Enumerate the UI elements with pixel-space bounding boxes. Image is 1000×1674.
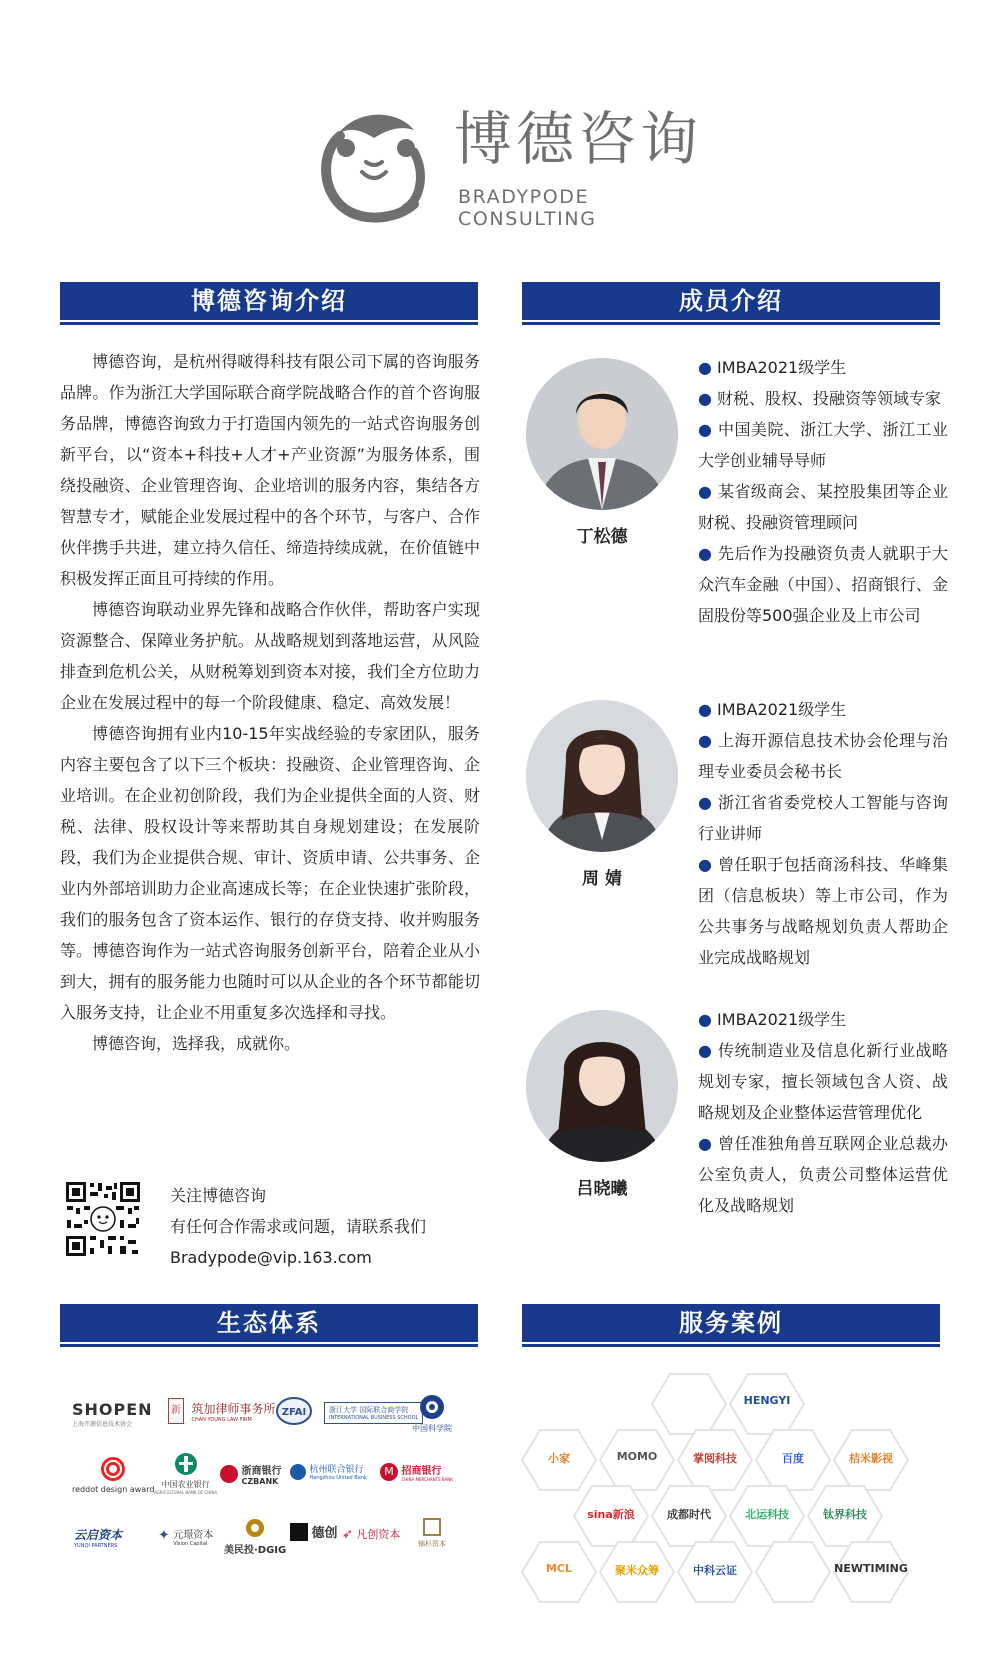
bullet-item: ● 某省级商会、某控股集团等企业财税、投融资管理顾问	[698, 482, 948, 532]
member-name: 丁松德	[576, 527, 628, 547]
bullet-item: ● 上海开源信息技术协会伦理与治理专业委员会秘书长	[698, 731, 948, 781]
dgig-icon	[243, 1518, 267, 1538]
case-logo-label: 聚米众筹	[615, 1564, 659, 1577]
case-logo-label: sina新浪	[587, 1508, 635, 1521]
emblem-icon	[419, 1394, 445, 1420]
intro-text	[60, 346, 480, 1059]
hexagon-icon	[650, 1372, 728, 1436]
partner-logo: M 招商银行 CHINA MERCHANTS BANK	[380, 1462, 453, 1482]
cases-section-title: 服务案例	[522, 1304, 940, 1342]
jinshan-icon	[423, 1518, 441, 1536]
qr-code[interactable]	[64, 1180, 142, 1258]
case-logo-label: NEWTIMING	[834, 1562, 908, 1575]
bullet-icon: ●	[698, 389, 718, 408]
case-logo	[728, 1372, 806, 1436]
member-bullets	[698, 694, 948, 973]
reddot-icon	[100, 1456, 126, 1482]
case-logo-label: 桔米影视	[849, 1452, 893, 1465]
member-photo	[526, 1010, 678, 1162]
case-logo-label: 掌阅科技	[693, 1452, 737, 1465]
bullet-item: ● 财税、股权、投融资等领域专家	[698, 389, 942, 408]
case-logo	[572, 1484, 650, 1548]
bullet-icon: ●	[698, 793, 718, 812]
partner-logo: 云启资本 YUNQI PARTNERS	[74, 1528, 123, 1549]
case-logo-label: HENGYI	[743, 1394, 791, 1407]
case-logo	[832, 1540, 910, 1604]
person-portrait-icon	[526, 700, 678, 852]
case-logo	[676, 1428, 754, 1492]
brand-name-en: BRADYPODE CONSULTING	[458, 186, 597, 230]
seal-icon: 新	[168, 1398, 184, 1424]
case-logo	[754, 1540, 832, 1604]
member-bullets	[698, 352, 948, 631]
bullet-icon: ●	[698, 700, 718, 719]
intro-section-title: 博德咨询介绍	[60, 282, 478, 320]
ecosystem-logos	[66, 1390, 486, 1650]
person-portrait-icon	[526, 1010, 678, 1162]
ecosystem-section-title: 生态体系	[60, 1304, 478, 1342]
bullet-item: ● 曾任准独角兽互联网企业总裁办公室负责人，负责公司整体运营优化及战略规划	[698, 1134, 948, 1215]
cases-logo-grid	[520, 1372, 960, 1662]
brand-name-cn: 博德咨询	[454, 105, 703, 173]
bullet-item: ● 传统制造业及信息化新行业战略规划专家，擅长领域包含人资、战略规划及企业整体运营管理优化	[698, 1041, 948, 1122]
partner-logo: 中国农业银行 AGRICULTURAL BANK OF CHINA	[154, 1452, 217, 1495]
contact-email[interactable]: Bradypode@vip.163.com	[170, 1248, 372, 1267]
case-logo-label: 成都时代	[667, 1508, 711, 1521]
intro-paragraph: 博德咨询，是杭州得啵得科技有限公司下属的咨询服务品牌。作为浙江大学国际联合商学院战略合作的首个咨询服务品牌，博德咨询致力于打造国内领先的一站式咨询服务创新平台，以“资本+科技+人才+产业资源”为服务体系，围绕投融资、企业管理咨询、企业培训的服务内容，集结各方智慧专才，赋能企业发展过程中的各个环节，与客户、合作伙伴携手共进，建立持久信任、缔造持续成就，在价值链中积极发挥正面且可持续的作用。	[60, 352, 480, 588]
svg-text:ZFAI: ZFAI	[281, 1407, 307, 1418]
case-logo-label: 钛界科技	[823, 1508, 867, 1521]
bullet-icon: ●	[698, 420, 718, 439]
case-logo	[598, 1540, 676, 1604]
partner-logo: 浙商银行 CZBANK	[220, 1462, 282, 1486]
bullet-icon: ●	[698, 1010, 718, 1029]
case-logo	[650, 1372, 728, 1436]
case-logo	[832, 1428, 910, 1492]
members-section-title: 成员介绍	[522, 282, 940, 320]
case-logo-label: MCL	[545, 1562, 573, 1575]
cmb-icon: M	[380, 1463, 398, 1481]
partner-logo: ➶ 凡创资本	[342, 1527, 401, 1542]
hzbank-icon	[290, 1464, 306, 1480]
partner-logo: reddot design award	[72, 1456, 154, 1494]
partner-logo: 浙江大学 国际联合商学院 INTERNATIONAL BUSINESS SCHOOL	[324, 1402, 423, 1424]
case-logo	[728, 1484, 806, 1548]
person-portrait-icon	[526, 358, 678, 510]
bullet-item: ● 浙江省省委党校人工智能与咨询行业讲师	[698, 793, 948, 843]
case-logo-label: 小家	[548, 1452, 570, 1465]
bullet-icon: ●	[698, 855, 718, 874]
partner-logo: 锦杉资本	[418, 1518, 446, 1549]
partner-logo: 中国科学院	[412, 1394, 452, 1434]
member-photo	[526, 700, 678, 852]
abc-bank-icon	[174, 1452, 198, 1476]
bullet-item: ● 先后作为投融资负责人就职于大众汽车金融（中国）、招商银行、金固股份等500强企业及上市公司	[698, 544, 948, 625]
bullet-icon: ●	[698, 1134, 718, 1153]
dechuang-icon	[290, 1523, 308, 1541]
case-logo	[806, 1484, 884, 1548]
case-logo-label: 北运科技	[745, 1508, 789, 1521]
partner-logo: ✦ 元璟资本 Vision Capital	[158, 1527, 214, 1547]
bullet-item: ● IMBA2021级学生	[698, 358, 847, 377]
fanchuang-icon: ➶	[342, 1527, 353, 1542]
partner-logo: 新 筑加律师事务所 CHAN YOUNG LAW FIRM	[168, 1398, 276, 1424]
czbank-icon	[220, 1465, 238, 1483]
member-name: 吕晓曦	[576, 1179, 628, 1199]
partner-logo	[276, 1396, 312, 1429]
member-name: 周 婧	[582, 869, 622, 889]
intro-paragraph: 博德咨询拥有业内10-15年实战经验的专家团队，服务内容主要包含了以下三个板块：投融资、企业管理咨询、企业培训。在企业初创阶段，我们为企业提供全面的人资、财税、法律、股权设计等来帮助其自身规划建设；在发展阶段，我们为企业提供合规、审计、资质申请、公共事务、企业内外部培训助力企业高速成长等；在企业快速扩张阶段，我们的服务包含了资本运作、银行的存贷支持、收并购服务等。博德咨询作为一站式咨询服务创新平台，陪着企业从小到大，拥有的服务能力也随时可以从企业的各个环节都能切入服务支持，让企业不用重复多次选择和寻找。	[60, 724, 480, 1022]
bullet-item: ● 曾任职于包括商汤科技、华峰集团（信息板块）等上市公司，作为公共事务与战略规划负责人帮助企业完成战略规划	[698, 855, 948, 967]
case-logo-label: MOMO	[616, 1450, 658, 1463]
member-photo	[526, 358, 678, 510]
contact-note: 有任何合作需求或问题，请联系我们	[170, 1217, 427, 1236]
partner-logo: 杭州联合银行 Hangzhou United Bank	[290, 1462, 367, 1481]
sloth-logo-icon	[310, 104, 438, 224]
contact-block	[170, 1180, 426, 1273]
bullet-icon: ●	[698, 358, 718, 377]
bullet-icon: ●	[698, 544, 718, 563]
bullet-icon: ●	[698, 1041, 718, 1060]
bullet-icon: ●	[698, 482, 718, 501]
case-logo	[520, 1428, 598, 1492]
contact-follow: 关注博德咨询	[170, 1186, 267, 1205]
partner-logo: 德创	[290, 1522, 338, 1541]
partner-logo: SHOPEN 上海开源信息技术协会	[72, 1400, 153, 1428]
case-logo-label: 百度	[782, 1452, 804, 1465]
case-logo	[650, 1484, 728, 1548]
intro-paragraph: 博德咨询联动业界先锋和战略合作伙伴，帮助客户实现资源整合、保障业务护航。从战略规划到落地运营，从风险排查到危机公关，从财税筹划到资本对接，我们全方位助力企业在发展过程中的每一个阶段健康、稳定、高效发展！	[60, 600, 480, 712]
case-logo	[598, 1428, 676, 1492]
partner-logo: 美民投·DGIG	[224, 1518, 286, 1556]
brand-logo	[310, 104, 710, 230]
bullet-item: ● IMBA2021级学生	[698, 1010, 847, 1029]
case-logo	[754, 1428, 832, 1492]
case-logo-label: 中科云证	[693, 1564, 737, 1577]
bullet-icon: ●	[698, 731, 718, 750]
intro-paragraph: 博德咨询，选择我，成就你。	[92, 1034, 301, 1053]
case-logo	[520, 1540, 598, 1604]
bullet-item: ● IMBA2021级学生	[698, 700, 847, 719]
hexagon-icon	[754, 1540, 832, 1604]
wing-icon: ✦	[158, 1527, 170, 1544]
bullet-item: ● 中国美院、浙江大学、浙江工业大学创业辅导导师	[698, 420, 948, 470]
case-logo	[676, 1540, 754, 1604]
zfai-emblem-icon	[276, 1396, 312, 1426]
member-bullets	[698, 1004, 948, 1221]
